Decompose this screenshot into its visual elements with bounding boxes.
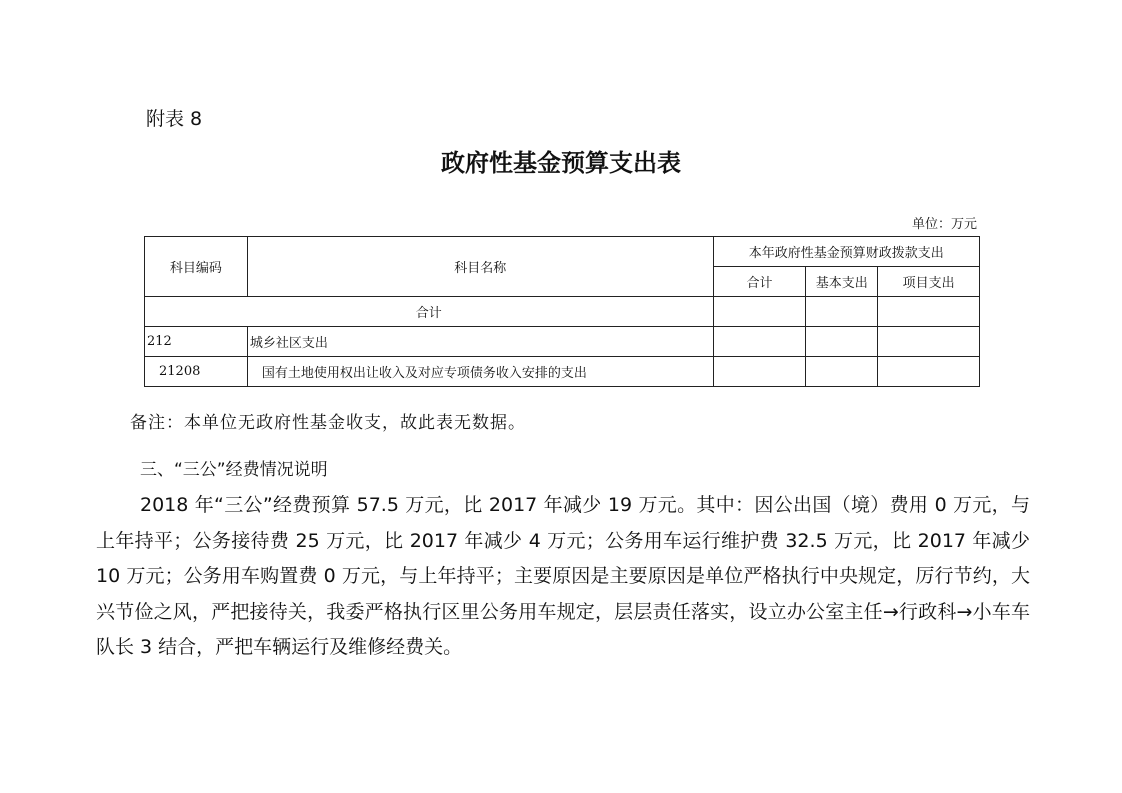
header-basic: 基本支出 <box>806 267 878 297</box>
table-row <box>145 327 980 357</box>
total-cell <box>713 297 806 327</box>
row-code: 212 <box>145 327 248 357</box>
row-name: 城乡社区支出 <box>247 327 713 357</box>
project-cell <box>878 297 980 327</box>
page-title: 政府性基金预算支出表 <box>441 148 681 177</box>
total-cell <box>713 327 806 357</box>
budget-table <box>144 236 980 387</box>
row-name: 国有土地使用权出让收入及对应专项债务收入安排的支出 <box>247 357 713 387</box>
total-cell <box>713 357 806 387</box>
basic-cell <box>806 357 878 387</box>
header-group: 本年政府性基金预算财政拨款支出 <box>713 237 979 267</box>
header-project: 项目支出 <box>878 267 980 297</box>
project-cell <box>878 357 980 387</box>
table-row <box>145 357 980 387</box>
total-row-label: 合计 <box>145 297 714 327</box>
table-header-row <box>145 237 980 267</box>
header-code: 科目编码 <box>145 237 248 297</box>
unit-label: 单位：万元 <box>911 217 977 232</box>
basic-cell <box>806 297 878 327</box>
header-total: 合计 <box>713 267 806 297</box>
appendix-label: 附表 8 <box>146 108 203 130</box>
table-total-row <box>145 297 980 327</box>
basic-cell <box>806 327 878 357</box>
body-paragraph: 2018 年“三公”经费预算 57.5 万元，比 2017 年减少 19 万元。其中：因公出国（境）费用 0 万元，与上年持平；公务接待费 25 万元，比 2017 年减少 4 万元；公务用车运行维护费 32.5 万元，比 2017 年减少 10 万元；公务用车购置费 0 万元，与上年持平；主要原因是主要原因是单位严格执行中央规定，厉行节约，大兴节俭之风，严把接待关，我委严格执行区里公务用车规定，层层责任落实，设立办公室主任→行政科→小车车队长 3 结合，严把车辆运行及维修经费关。 <box>96 494 1030 658</box>
remark-note: 备注：本单位无政府性基金收支，故此表无数据。 <box>130 413 526 433</box>
project-cell <box>878 327 980 357</box>
header-name: 科目名称 <box>247 237 713 297</box>
row-code: 21208 <box>145 357 248 387</box>
section-heading: 三、“三公”经费情况说明 <box>140 460 328 480</box>
